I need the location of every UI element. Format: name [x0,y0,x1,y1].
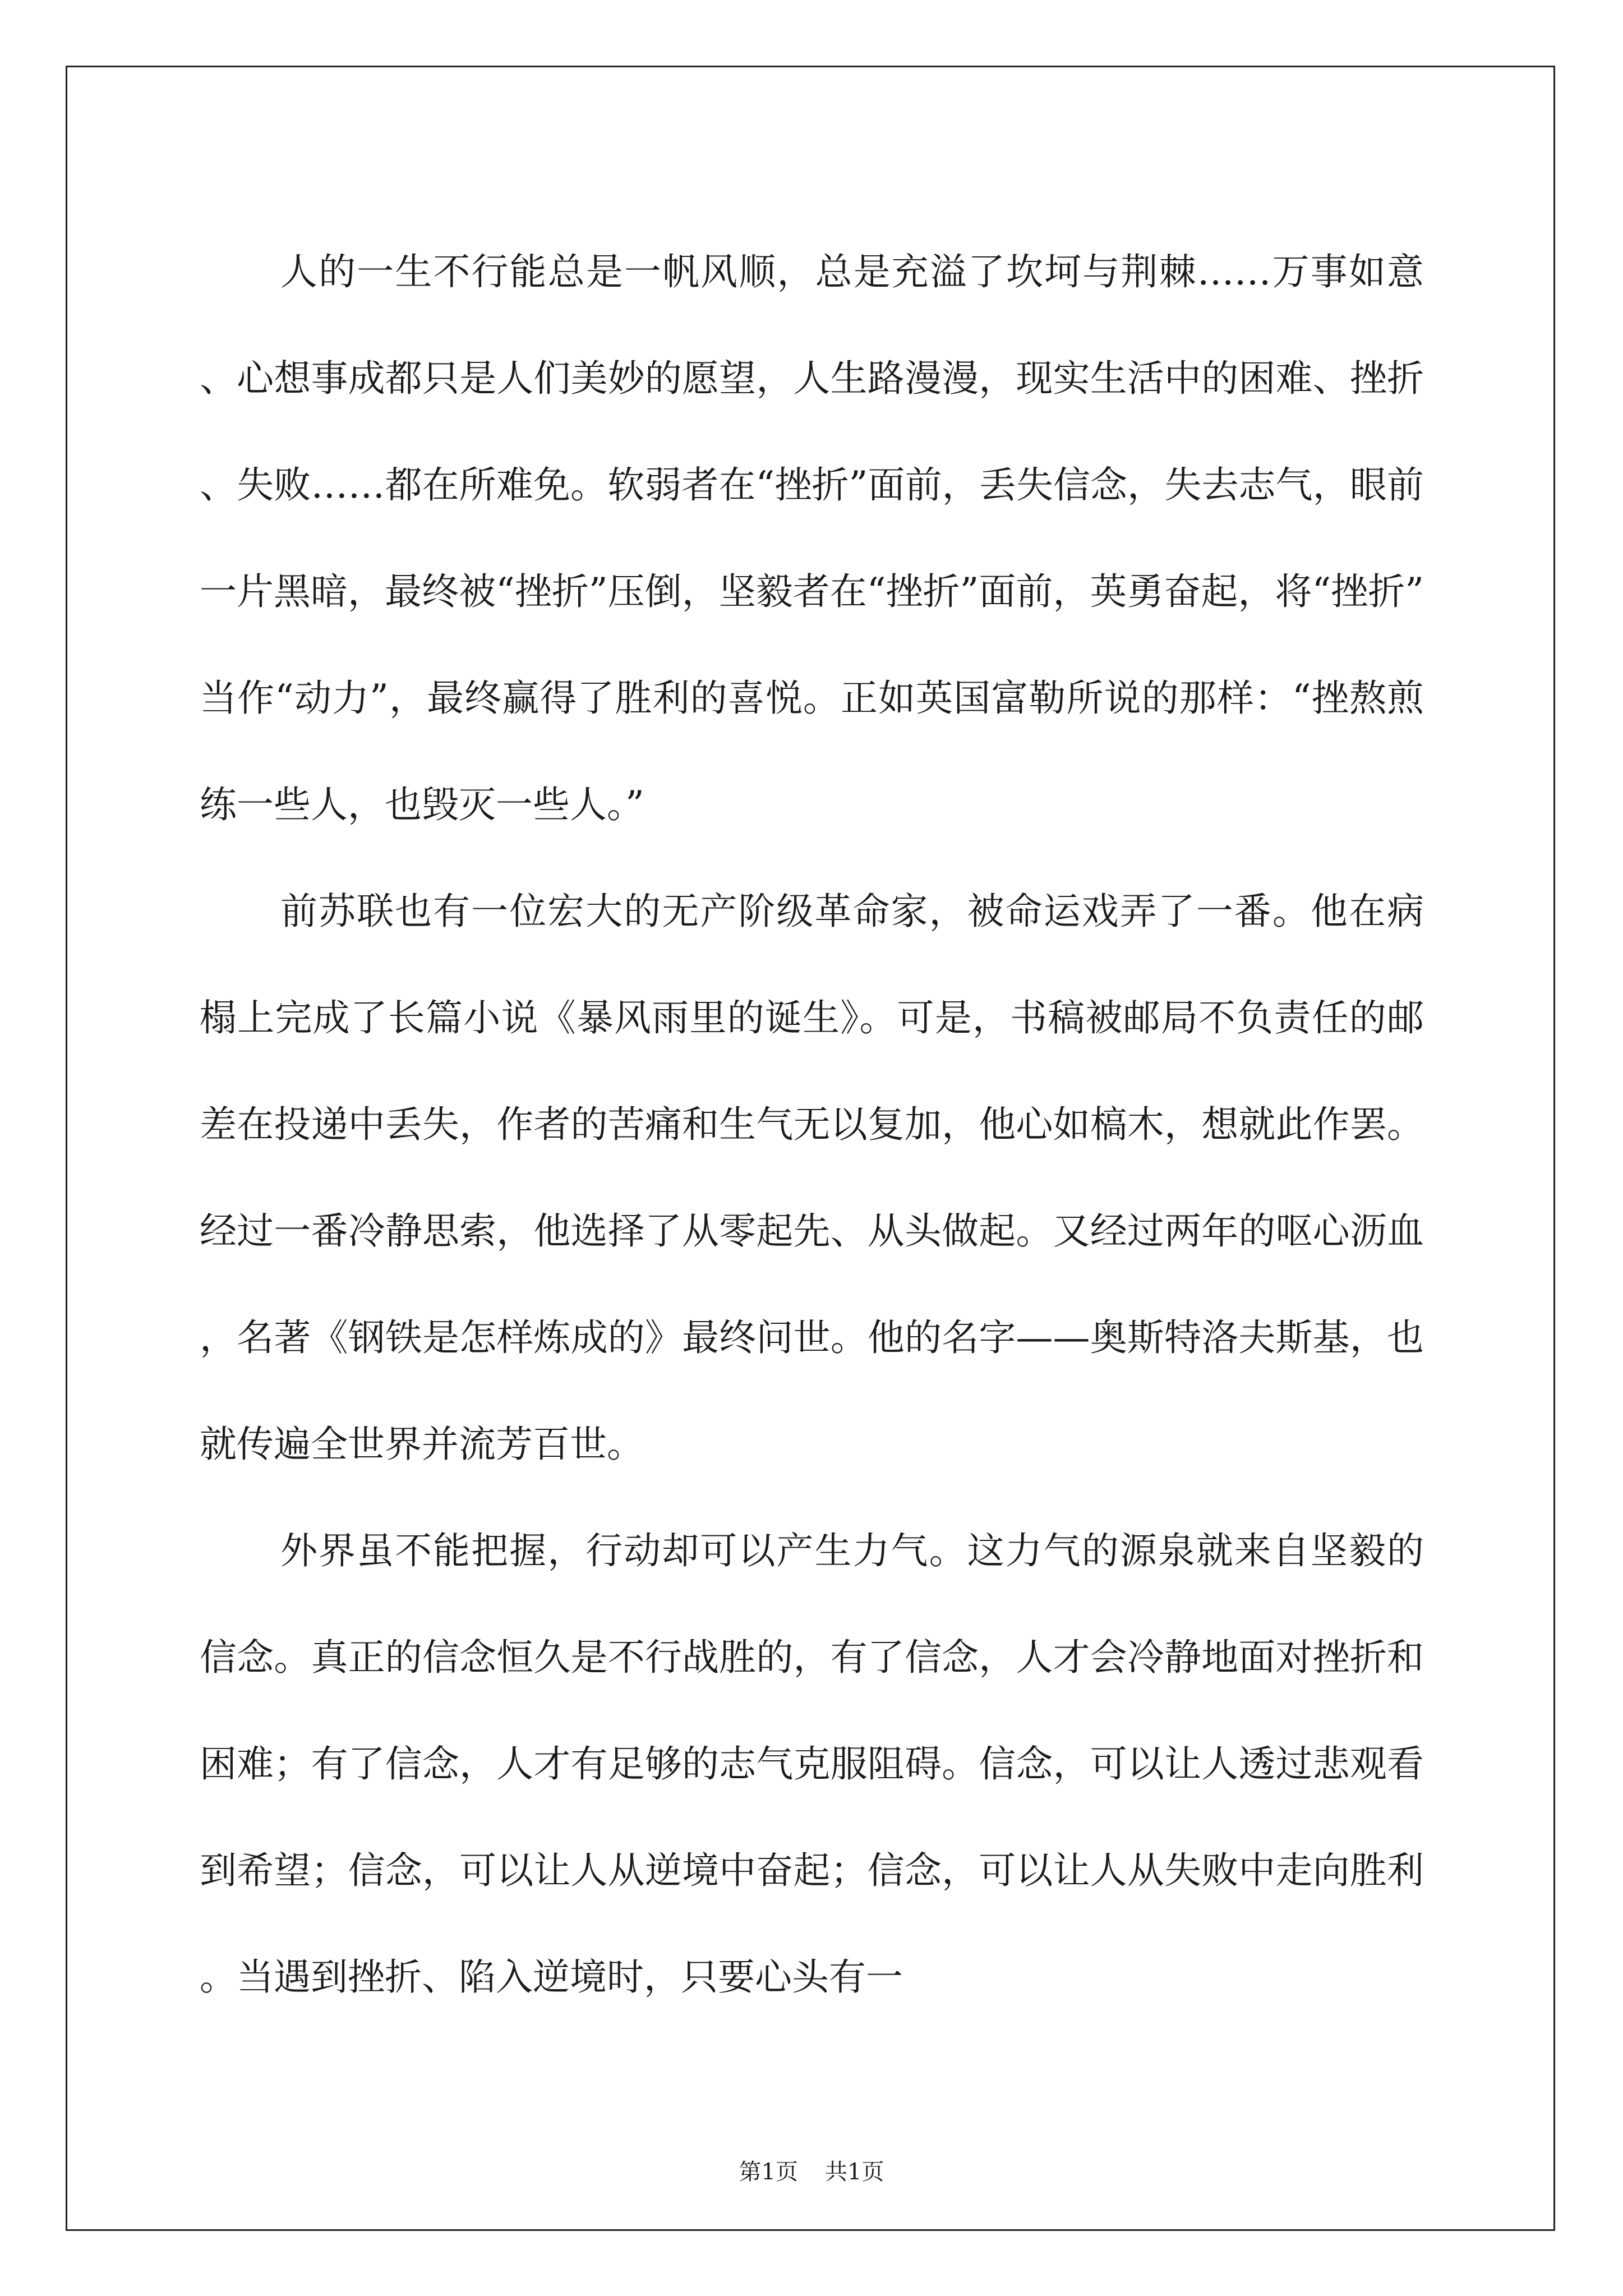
page-footer [0,2155,1623,2189]
document-body [200,219,1424,2031]
paragraph-2: 前苏联也有一位宏大的无产阶级革命家，被命运戏弄了一番。他在病榻上完成了长篇小说《暴风雨里的诞生》。可是，书稿被邮局不负责任的邮差在投递中丢失，作者的苦痛和生气无以复加，他心如槁木，想就此作罢。经过一番冷静思索，他选择了从零起先、从头做起。又经过两年的呕心沥血，名著《钢铁是怎样炼成的》最终问世。他的名字——奥斯特洛夫斯基，也就传遍全世界并流芳百世。 [200,890,1424,1466]
page-number-total: 共1页 [825,2159,884,2185]
page-number-current: 第1页 [739,2159,798,2185]
paragraph-1: 人的一生不行能总是一帆风顺，总是充溢了坎坷与荆棘……万事如意、心想事成都只是人们美妙的愿望，人生路漫漫，现实生活中的困难、挫折、失败……都在所难免。软弱者在“挫折”面前，丢失信念，失去志气，眼前一片黑暗，最终被“挫折”压倒，坚毅者在“挫折”面前，英勇奋起，将“挫折”当作“动力”，最终赢得了胜利的喜悦。正如英国富勒所说的那样：“挫熬煎练一些人，也毁灭一些人。” [200,250,1424,826]
paragraph-3: 外界虽不能把握，行动却可以产生力气。这力气的源泉就来自坚毅的信念。真正的信念恒久是不行战胜的，有了信念，人才会冷静地面对挫折和困难；有了信念，人才有足够的志气克服阻碍。信念，可以让人透过悲观看到希望；信念，可以让人从逆境中奋起；信念，可以让人从失败中走向胜利。当遇到挫折、陷入逆境时，只要心头有一 [200,1529,1424,1999]
